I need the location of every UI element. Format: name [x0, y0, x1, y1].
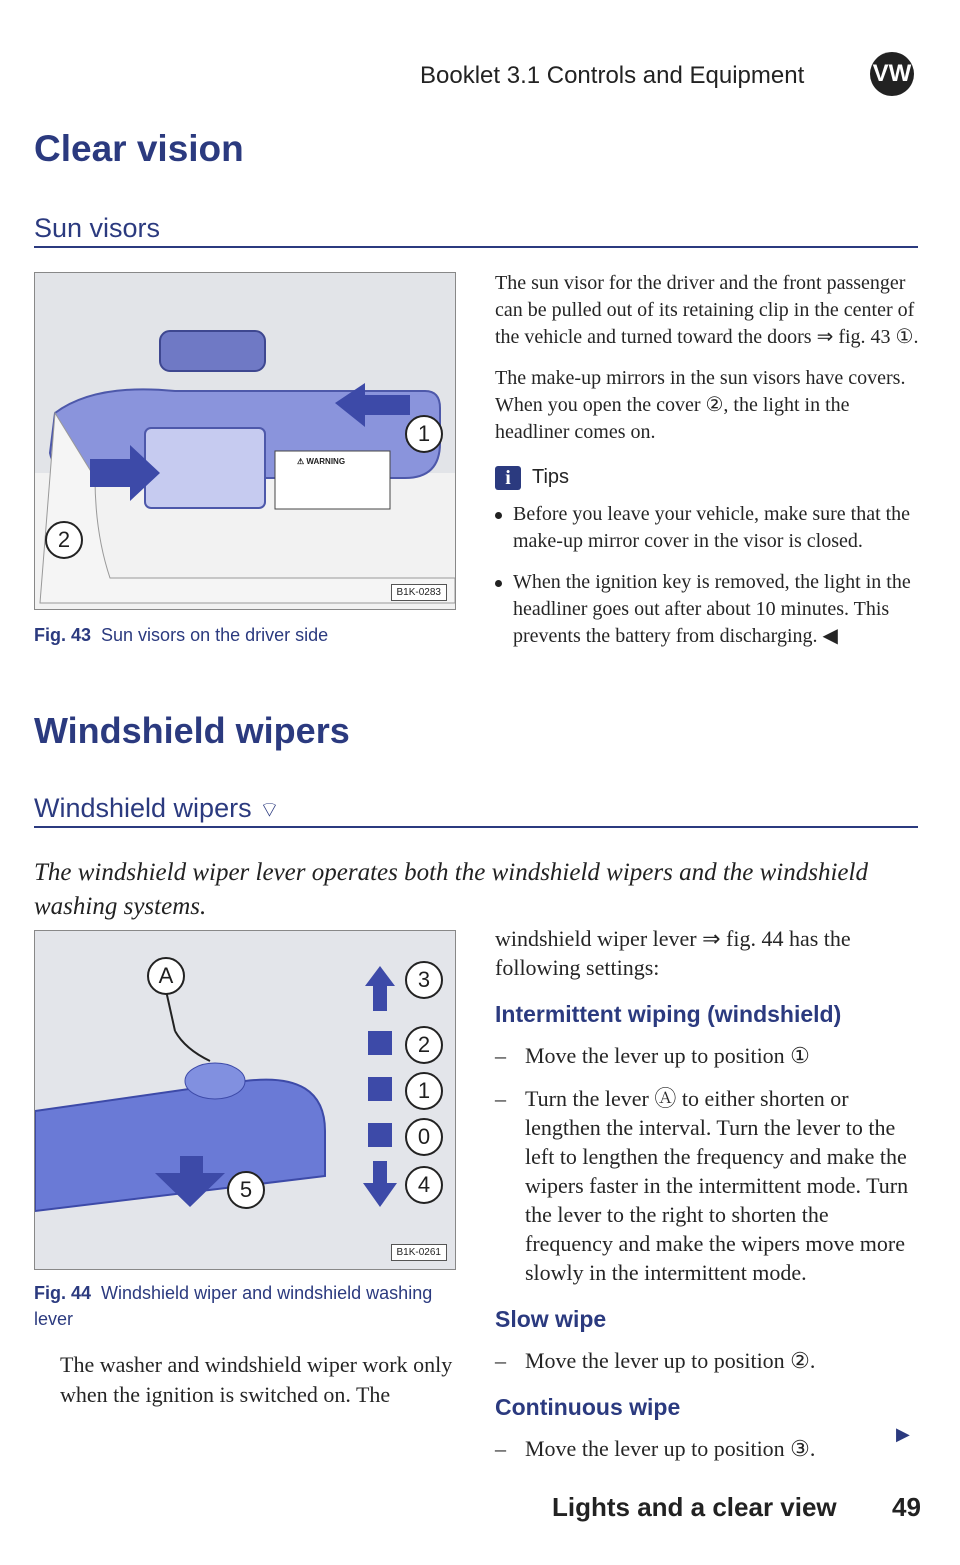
sun-visor-illustration	[35, 273, 455, 609]
heading-rule	[34, 826, 918, 828]
continuous-heading: Continuous wipe	[495, 1394, 681, 1420]
paragraph: The make-up mirrors in the sun visors have covers. When you open the cover ②, the light in the headliner comes on.	[495, 367, 906, 443]
step: – Turn the lever Ⓐ to either shorten or lengthen the interval. Turn the lever to the left to lengthen the frequency and make the wipers faster in the intermittent mode. Turn the lever to the right to shorten the frequency and make the wipers move more slowly in the intermittent mode.	[495, 1084, 919, 1287]
wipers-section-title: Windshield wipers	[34, 710, 350, 751]
vw-logo: VW	[870, 52, 914, 96]
figure-wiper-lever	[34, 930, 456, 1270]
section-title: Clear vision	[34, 128, 244, 169]
figure-caption	[34, 625, 328, 646]
tip-item: When the ignition key is removed, the light in the headliner goes out after about 10 minutes. This prevents the battery from discharging. ◀	[513, 569, 919, 650]
wiper-left-paragraph: The washer and windshield wiper work only when the ignition is switched on. The	[60, 1352, 453, 1407]
label-1: 1	[405, 415, 443, 453]
wipers-heading-text: Windshield wipers	[34, 793, 252, 823]
paragraph: windshield wiper lever ⇒ fig. 44 has the following settings:	[495, 926, 851, 980]
step: – Move the lever up to position ①	[495, 1041, 919, 1070]
slow-heading: Slow wipe	[495, 1306, 607, 1332]
tips-label: Tips	[532, 466, 570, 488]
tips-heading	[495, 464, 919, 491]
wipers-heading	[34, 793, 280, 824]
label-0: 0	[405, 1118, 443, 1156]
heading-rule	[34, 246, 918, 248]
label-4: 4	[405, 1166, 443, 1204]
label-5: 5	[227, 1171, 265, 1209]
caption-number: Fig. 43	[34, 625, 92, 645]
figure-caption	[34, 1280, 454, 1332]
booklet-header: Booklet 3.1 Controls and Equipment	[420, 62, 805, 89]
wiper-settings-column	[495, 924, 919, 1477]
intermittent-heading: Intermittent wiping (windshield)	[495, 1001, 842, 1027]
footer-chapter: Lights and a clear view	[552, 1492, 837, 1522]
sun-visor-text	[495, 270, 919, 664]
wiper-icon: ⌔	[259, 797, 280, 822]
figure-id: B1K-0283	[391, 584, 447, 601]
step: – Move the lever up to position ②.	[495, 1346, 919, 1375]
wipers-intro: The windshield wiper lever operates both the windshield wipers and the windshield washing systems.	[34, 859, 868, 920]
wiper-lever-illustration	[35, 931, 455, 1269]
warning-label: ⚠ WARNING	[297, 457, 346, 466]
caption-text: Sun visors on the driver side	[101, 625, 329, 645]
label-2: 2	[45, 521, 83, 559]
figure-sun-visor	[34, 272, 456, 610]
label-A: A	[147, 957, 185, 995]
label-2: 2	[405, 1026, 443, 1064]
paragraph: The sun visor for the driver and the front passenger can be pulled out of its retaining clip in the center of the vehicle and turned toward the doors ⇒ fig. 43 ①.	[495, 272, 919, 348]
label-1: 1	[405, 1072, 443, 1110]
caption-text: Windshield wiper and windshield washing lever	[34, 1283, 433, 1329]
sun-visors-heading: Sun visors	[34, 213, 161, 243]
figure-id: B1K-0261	[391, 1244, 447, 1261]
info-icon: i	[495, 466, 521, 490]
step: – Move the lever up to position ③.	[495, 1434, 919, 1463]
caption-number: Fig. 44	[34, 1283, 92, 1303]
continue-arrow-icon: ▶	[896, 1424, 910, 1444]
tip-item: Before you leave your vehicle, make sure that the make-up mirror cover in the visor is closed.	[513, 501, 919, 555]
label-3: 3	[405, 961, 443, 999]
page-number: 49	[892, 1492, 921, 1522]
